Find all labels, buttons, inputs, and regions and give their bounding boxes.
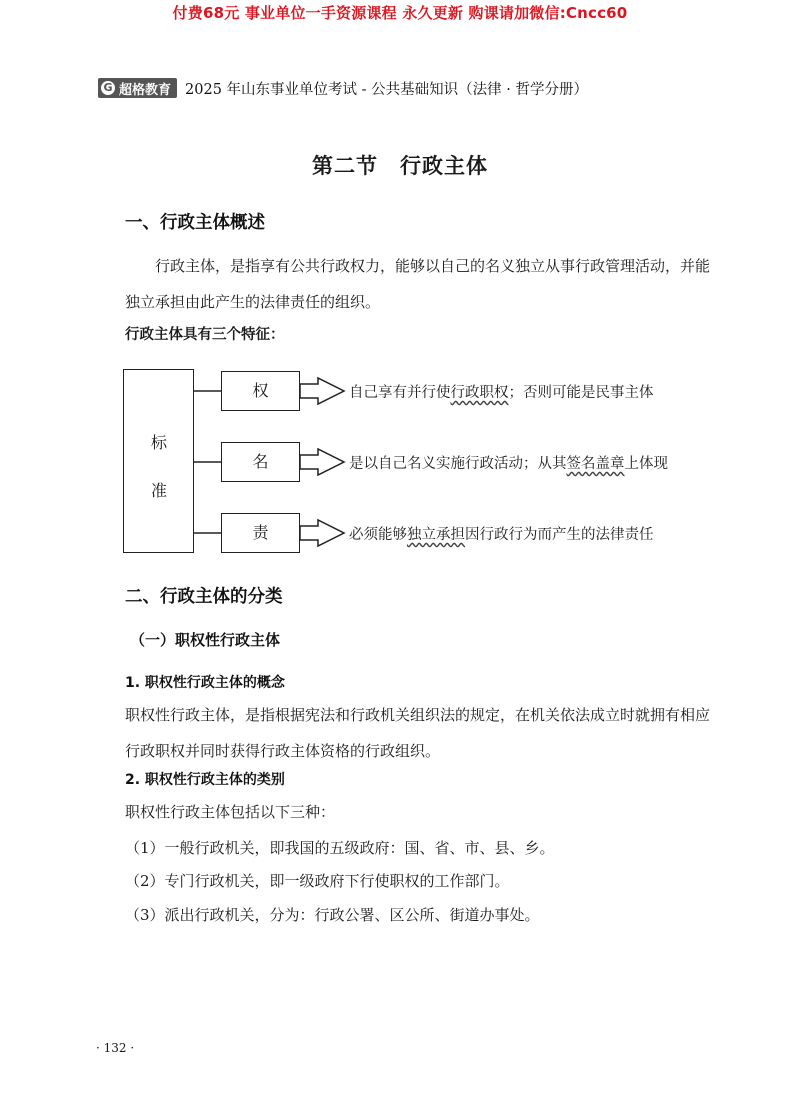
- standard-char-1: 标: [151, 433, 168, 452]
- arrow-icon-2: [300, 449, 344, 475]
- section-title: 第二节 行政主体: [312, 154, 488, 178]
- standard-char-2: 准: [151, 481, 168, 500]
- heading-categories: 2. 职权性行政主体的类别: [125, 772, 285, 788]
- categories-intro: 职权性行政主体包括以下三种：: [125, 803, 336, 821]
- logo-g-icon: G: [101, 81, 115, 95]
- arrow-icon-3: [300, 520, 344, 546]
- logo-text: 超格教育: [119, 82, 172, 98]
- feature-text-post: 上体现: [624, 456, 668, 472]
- definition-text: 行政主体，是指享有公共行政权力，能够以自己的名义独立从事行政管理活动，并能独立承担由此产生的法律责任的组织。: [125, 257, 711, 311]
- heading-concept: 1. 职权性行政主体的概念: [125, 675, 285, 691]
- feature-text-post: 因行政行为而产生的法律责任: [465, 527, 654, 543]
- feature-text-emphasis: 行政职权: [450, 385, 509, 401]
- feature-text-emphasis: 独立承担: [407, 527, 465, 543]
- feature-text-emphasis: 签名盖章: [566, 456, 625, 472]
- category-item-2: （2）专门行政机关，即一级政府下行使职权的工作部门。: [125, 872, 510, 890]
- heading-classification: 二、行政主体的分类: [125, 587, 283, 607]
- promo-banner: 付费68元 事业单位一手资源课程 永久更新 购课请加微信:Cncc60: [172, 4, 628, 22]
- page-number: · 132 ·: [96, 1041, 135, 1055]
- feature-text-name: [349, 452, 668, 473]
- feature-box-name: 名: [221, 442, 300, 482]
- heading-overview: 一、行政主体概述: [125, 213, 265, 233]
- category-item-1: （1）一般行政机关，即我国的五级政府：国、省、市、县、乡。: [125, 839, 555, 857]
- concept-paragraph: 职权性行政主体，是指根据宪法和行政机关组织法的规定，在机关依法成立时就拥有相应行政职权并同时获得行政主体资格的行政组织。: [125, 706, 711, 760]
- feature-text-power: [349, 381, 654, 402]
- book-title: 2025 年山东事业单位考试 - 公共基础知识（法律 · 哲学分册）: [185, 81, 588, 98]
- feature-box-power: 权: [221, 371, 300, 411]
- category-item-3: （3）派出行政机关，分为：行政公署、区公所、街道办事处。: [125, 906, 540, 924]
- feature-text-pre: 是以自己名义实施行政活动；从其: [349, 456, 567, 472]
- features-intro: 行政主体具有三个特征：: [125, 327, 285, 343]
- feature-text-pre: 必须能够: [349, 527, 407, 543]
- feature-text-pre: 自己享有并行使: [349, 385, 451, 401]
- arrow-icon-1: [300, 378, 344, 404]
- heading-authority-subject: （一）职权性行政主体: [130, 631, 281, 649]
- feature-text-post: ；否则可能是民事主体: [508, 385, 654, 401]
- feature-box-responsibility: 责: [221, 513, 300, 553]
- feature-text-responsibility: [349, 523, 654, 544]
